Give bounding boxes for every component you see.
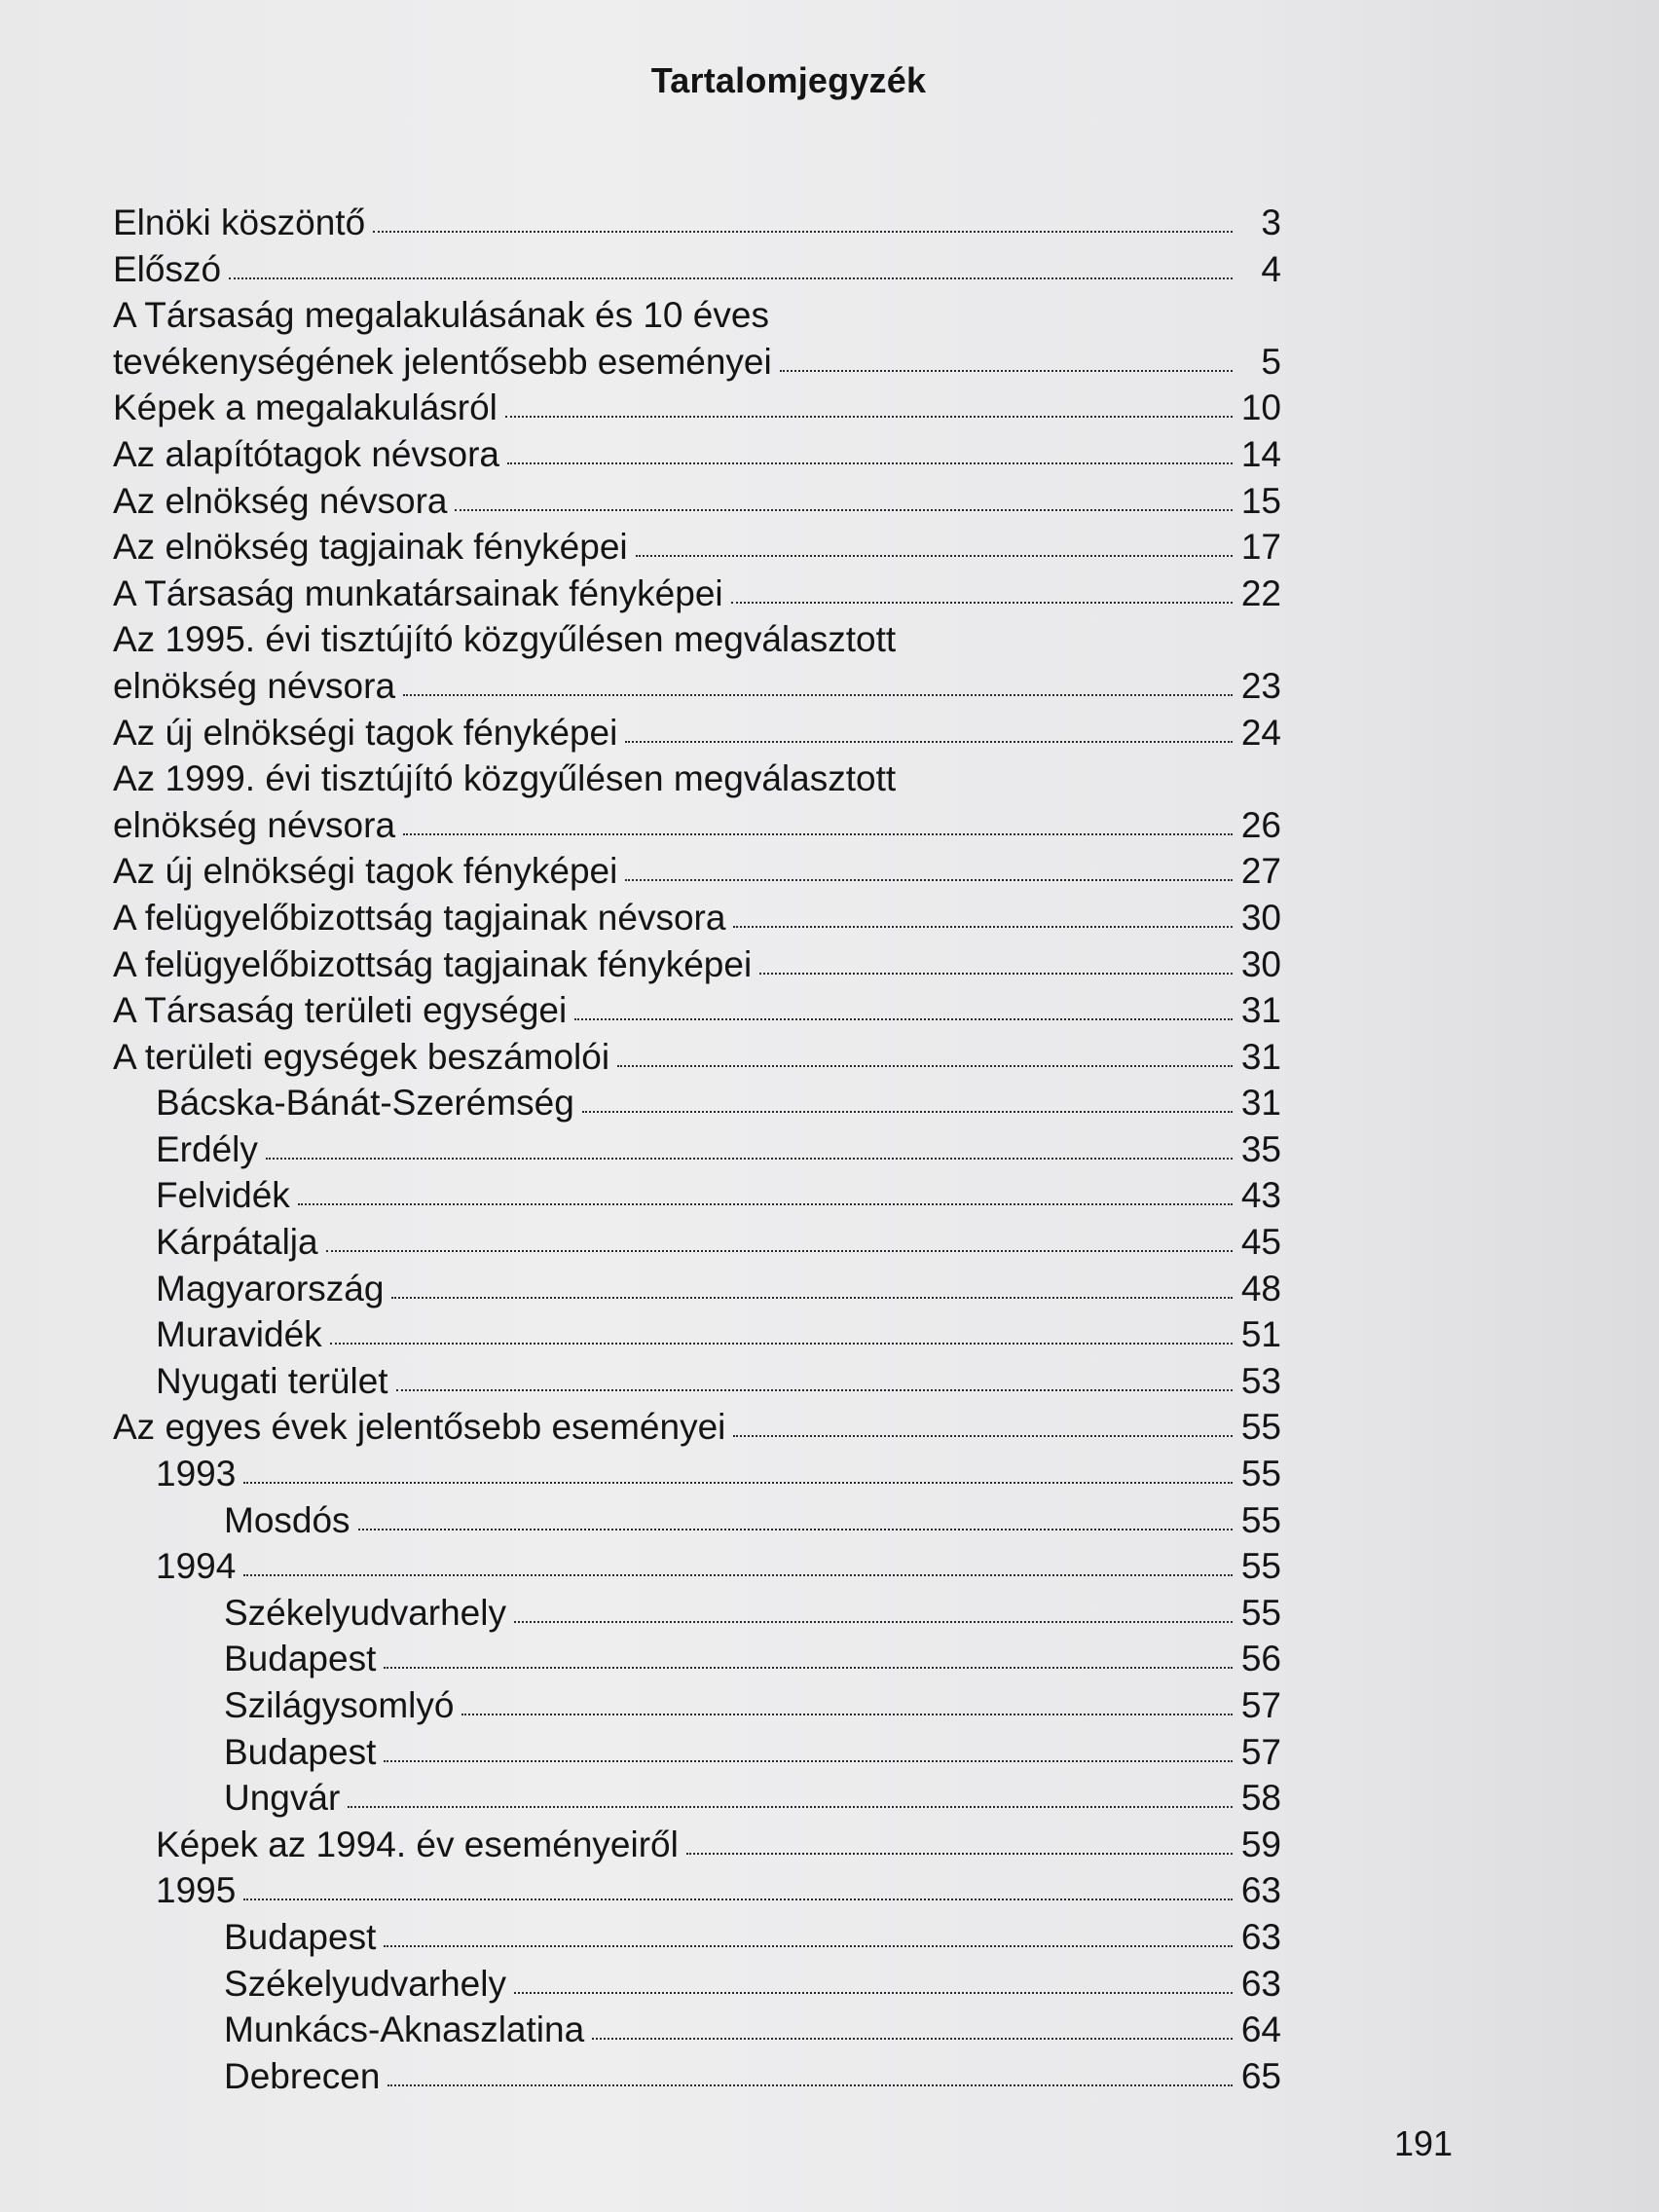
toc-entry-page: 30 bbox=[1240, 943, 1281, 984]
toc-entry-label: Budapest bbox=[224, 1639, 377, 1679]
dot-leader bbox=[387, 2084, 1233, 2086]
toc-entry-label: A Társaság munkatársainak fényképei bbox=[113, 572, 723, 613]
toc-entry-label: A felügyelőbizottság tagjainak fényképei bbox=[113, 943, 753, 984]
toc-entry-label: 1994 bbox=[156, 1546, 237, 1587]
toc-entry bbox=[113, 571, 1281, 617]
toc-entry bbox=[113, 1172, 1281, 1219]
toc-entry bbox=[113, 710, 1281, 756]
toc-entry bbox=[113, 431, 1281, 478]
dot-leader bbox=[733, 1435, 1233, 1437]
toc-entry-label: Az alapítótagok névsora bbox=[113, 433, 499, 474]
dot-leader bbox=[243, 1899, 1233, 1900]
dot-leader bbox=[733, 926, 1233, 928]
toc-entry-page: 4 bbox=[1261, 248, 1281, 289]
toc-entry-label: Az 1999. évi tisztújító közgyűlésen megválasztott bbox=[113, 758, 897, 799]
toc-entry-page: 3 bbox=[1261, 203, 1281, 242]
dot-leader bbox=[330, 1343, 1233, 1345]
toc-entry-label: Budapest bbox=[224, 1916, 377, 1957]
toc-entry bbox=[113, 1822, 1281, 1868]
toc-entry-page: 57 bbox=[1240, 1731, 1281, 1772]
toc-entry-label: Képek az 1994. év eseményeiről bbox=[156, 1824, 679, 1864]
toc-entry bbox=[113, 1914, 1281, 1961]
toc-entry bbox=[113, 1311, 1281, 1358]
toc-entry bbox=[113, 2007, 1281, 2053]
toc-entry-page: 43 bbox=[1240, 1175, 1281, 1216]
toc-entry-label: tevékenységének jelentősebb eseményei bbox=[113, 341, 772, 382]
toc-entry bbox=[113, 1961, 1281, 2008]
toc-entry-label: Az új elnökségi tagok fényképei bbox=[113, 851, 618, 892]
toc-entry-page: 45 bbox=[1240, 1222, 1281, 1263]
toc-entry-label: elnökség névsora bbox=[113, 804, 396, 845]
dot-leader bbox=[455, 509, 1233, 511]
toc-entry-page: 55 bbox=[1240, 1546, 1281, 1587]
toc-entry-page: 55 bbox=[1240, 1454, 1281, 1494]
page-title: Tartalomjegyzék bbox=[650, 60, 927, 100]
toc-entry bbox=[113, 2053, 1281, 2100]
dot-leader bbox=[617, 1065, 1233, 1067]
toc-entry-label: Debrecen bbox=[224, 2055, 381, 2096]
toc-entry bbox=[113, 1636, 1281, 1682]
toc-entry-page: 24 bbox=[1240, 712, 1281, 753]
toc-entry bbox=[113, 1543, 1281, 1590]
dot-leader bbox=[358, 1529, 1233, 1530]
toc-entry-label: Nyugati terület bbox=[156, 1360, 388, 1401]
dot-leader bbox=[636, 555, 1233, 557]
toc-entry-page: 63 bbox=[1240, 1963, 1281, 2004]
dot-leader bbox=[780, 370, 1233, 372]
toc-entry bbox=[113, 1497, 1281, 1544]
toc-entry-page: 22 bbox=[1240, 572, 1281, 613]
toc-entry bbox=[113, 1126, 1281, 1173]
toc-entry-page: 53 bbox=[1240, 1360, 1281, 1401]
toc-entry bbox=[113, 895, 1281, 941]
page-number: 191 bbox=[1394, 2123, 1454, 2163]
toc-entry-page: 48 bbox=[1240, 1268, 1281, 1309]
toc-entry-page: 64 bbox=[1240, 2009, 1281, 2050]
dot-leader bbox=[373, 231, 1233, 233]
toc-entry bbox=[113, 1590, 1281, 1637]
dot-leader bbox=[298, 1203, 1233, 1205]
toc-entry bbox=[113, 1451, 1281, 1497]
toc-entry-label: elnökség névsora bbox=[113, 665, 396, 706]
toc-entry bbox=[113, 756, 1281, 802]
toc-entry bbox=[113, 1080, 1281, 1126]
toc-entry-label: Székelyudvarhely bbox=[224, 1592, 506, 1633]
dot-leader bbox=[759, 973, 1233, 975]
toc-entry-page: 10 bbox=[1240, 387, 1281, 428]
toc-entry-page: 57 bbox=[1240, 1685, 1281, 1725]
toc-entry-page: 55 bbox=[1240, 1499, 1281, 1540]
toc-entry-page: 59 bbox=[1240, 1824, 1281, 1864]
dot-leader bbox=[625, 879, 1233, 881]
toc-entry-page: 30 bbox=[1240, 897, 1281, 938]
toc-entry-label: A felügyelőbizottság tagjainak névsora bbox=[113, 897, 726, 938]
toc-entry-page: 58 bbox=[1240, 1778, 1281, 1819]
toc-entry-label: Munkács-Aknaszlatina bbox=[224, 2009, 585, 2050]
toc-entry bbox=[113, 663, 1281, 710]
toc-entry-label: 1993 bbox=[156, 1454, 237, 1494]
toc-entry-label: Az 1995. évi tisztújító közgyűlésen megválasztott bbox=[113, 619, 897, 660]
dot-leader bbox=[266, 1158, 1233, 1160]
toc-entry-label: Muravidék bbox=[156, 1314, 322, 1355]
dot-leader bbox=[574, 1018, 1233, 1020]
toc-entry bbox=[113, 1219, 1281, 1266]
toc-entry-label: Felvidék bbox=[156, 1175, 290, 1216]
toc-entry-page: 65 bbox=[1240, 2055, 1281, 2096]
table-of-contents bbox=[113, 200, 1281, 2099]
toc-entry bbox=[113, 200, 1281, 246]
toc-entry bbox=[113, 616, 1281, 663]
toc-entry-label: Budapest bbox=[224, 1731, 377, 1772]
toc-entry-label: Bácska-Bánát-Szerémség bbox=[156, 1083, 574, 1124]
toc-entry bbox=[113, 1266, 1281, 1312]
toc-entry bbox=[113, 1404, 1281, 1451]
toc-entry bbox=[113, 524, 1281, 571]
dot-leader bbox=[348, 1806, 1233, 1808]
dot-leader bbox=[403, 833, 1233, 835]
dot-leader bbox=[461, 1714, 1233, 1715]
toc-entry bbox=[113, 802, 1281, 849]
dot-leader bbox=[514, 1992, 1233, 1994]
toc-entry-label: Az új elnökségi tagok fényképei bbox=[113, 712, 618, 753]
toc-entry bbox=[113, 478, 1281, 525]
toc-entry bbox=[113, 1034, 1281, 1081]
toc-entry-label: Mosdós bbox=[224, 1499, 350, 1540]
toc-entry-page: 63 bbox=[1240, 1916, 1281, 1957]
toc-entry-label: Az elnökség névsora bbox=[113, 480, 448, 521]
dot-leader bbox=[514, 1621, 1233, 1623]
toc-entry-label: Erdély bbox=[156, 1128, 258, 1169]
toc-entry-label: Székelyudvarhely bbox=[224, 1963, 506, 2004]
toc-entry-label: Az egyes évek jelentősebb eseményei bbox=[113, 1407, 726, 1448]
toc-entry-page: 17 bbox=[1240, 527, 1281, 568]
toc-entry-label: A Társaság megalakulásának és 10 éves bbox=[113, 295, 769, 336]
toc-entry-page: 31 bbox=[1240, 990, 1281, 1031]
toc-entry bbox=[113, 848, 1281, 895]
toc-entry bbox=[113, 1867, 1281, 1914]
toc-entry-label: A Társaság területi egységei bbox=[113, 990, 568, 1031]
toc-entry-page: 55 bbox=[1240, 1407, 1281, 1448]
toc-entry bbox=[113, 1775, 1281, 1822]
dot-leader bbox=[229, 277, 1233, 279]
toc-entry-page: 56 bbox=[1240, 1639, 1281, 1679]
toc-entry bbox=[113, 385, 1281, 431]
toc-entry-label: Az elnökség tagjainak fényképei bbox=[113, 527, 628, 568]
toc-entry-label: 1995 bbox=[156, 1870, 237, 1911]
toc-entry-label: Ungvár bbox=[224, 1778, 341, 1819]
dot-leader bbox=[243, 1574, 1233, 1576]
dot-leader bbox=[507, 462, 1233, 464]
toc-entry bbox=[113, 1729, 1281, 1776]
toc-entry-page: 51 bbox=[1240, 1314, 1281, 1355]
toc-entry-page: 63 bbox=[1240, 1870, 1281, 1911]
dot-leader bbox=[243, 1482, 1233, 1484]
dot-leader bbox=[592, 2038, 1233, 2040]
toc-entry-label: Magyarország bbox=[156, 1268, 385, 1309]
toc-entry bbox=[113, 339, 1281, 386]
toc-entry bbox=[113, 1682, 1281, 1729]
toc-entry-page: 14 bbox=[1240, 433, 1281, 474]
dot-leader bbox=[384, 1945, 1233, 1947]
dot-leader bbox=[625, 741, 1233, 743]
toc-entry-page: 31 bbox=[1240, 1036, 1281, 1077]
toc-entry bbox=[113, 292, 1281, 339]
toc-entry bbox=[113, 1358, 1281, 1405]
toc-entry-label: Előszó bbox=[113, 248, 222, 289]
dot-leader bbox=[686, 1853, 1233, 1855]
toc-entry-label: Elnöki köszöntő bbox=[113, 203, 366, 242]
toc-entry-page: 31 bbox=[1240, 1083, 1281, 1124]
toc-entry-page: 27 bbox=[1240, 851, 1281, 892]
dot-leader bbox=[391, 1297, 1233, 1299]
dot-leader bbox=[384, 1667, 1233, 1669]
toc-entry-page: 35 bbox=[1240, 1128, 1281, 1169]
toc-entry-label: Kárpátalja bbox=[156, 1222, 318, 1263]
toc-entry bbox=[113, 246, 1281, 293]
toc-entry-page: 15 bbox=[1240, 480, 1281, 521]
toc-entry-label: Szilágysomlyó bbox=[224, 1685, 455, 1725]
toc-entry-page: 23 bbox=[1240, 665, 1281, 706]
toc-entry bbox=[113, 987, 1281, 1034]
dot-leader bbox=[384, 1760, 1233, 1762]
dot-leader bbox=[403, 694, 1233, 696]
toc-entry-label: Képek a megalakulásról bbox=[113, 387, 498, 428]
dot-leader bbox=[326, 1250, 1233, 1252]
toc-entry-label: A területi egységek beszámolói bbox=[113, 1036, 610, 1077]
toc-entry-page: 26 bbox=[1240, 804, 1281, 845]
toc-entry-page: 5 bbox=[1261, 341, 1281, 382]
dot-leader bbox=[396, 1389, 1233, 1391]
dot-leader bbox=[582, 1111, 1233, 1113]
toc-entry bbox=[113, 941, 1281, 988]
dot-leader bbox=[505, 416, 1233, 418]
dot-leader bbox=[731, 602, 1233, 604]
toc-entry-page: 55 bbox=[1240, 1592, 1281, 1633]
